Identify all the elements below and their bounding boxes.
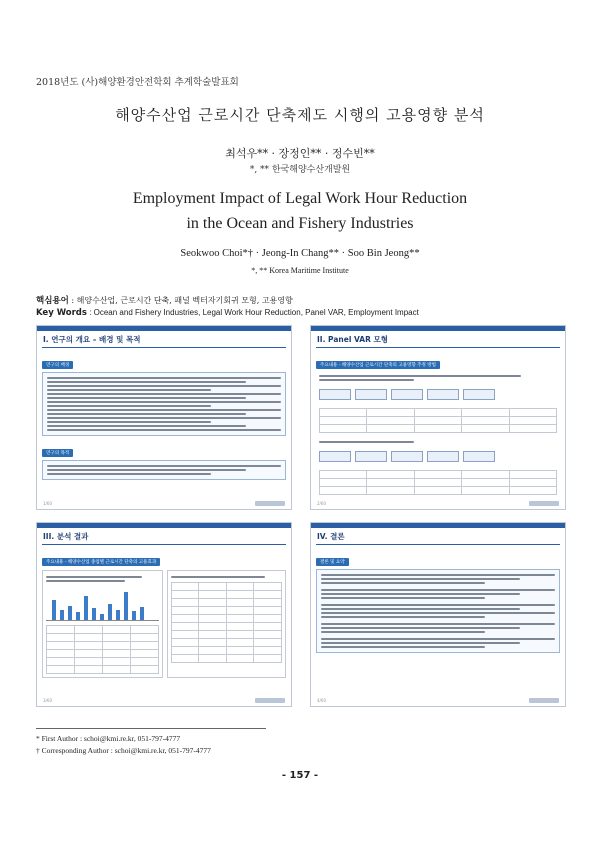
section-tag: 주요내용 - 해양수산업 종업별 근로시간 단축의 고용효과: [42, 558, 160, 566]
slide-page-number: 2/60: [317, 501, 326, 506]
authors-english: Seokwoo Choi*† · Jeong-In Chang** · Soo Bin Jeong**: [180, 248, 420, 259]
slide-text-box: [42, 372, 286, 436]
kmi-logo: [255, 501, 285, 506]
flow-diagram: [319, 447, 557, 466]
mini-table: [171, 582, 282, 663]
mini-table: [319, 408, 557, 433]
slide-thumbnail-1: [36, 325, 292, 510]
authors-korean: 최석우** · 장정인** · 정수빈**: [225, 147, 375, 160]
affiliation-korean: *, ** 한국해양수산개발원: [249, 165, 351, 175]
section-tag: 연구의 목적: [42, 449, 73, 457]
slide-thumbnail-3: [36, 522, 292, 707]
mini-table: [319, 470, 557, 495]
slide-page-number: 1/60: [43, 501, 52, 506]
title-english-line2: in the Ocean and Fishery Industries: [186, 215, 414, 232]
slide-text-box: [42, 460, 286, 480]
page-number: - 157 -: [281, 770, 319, 781]
footnote-corresponding-author: † Corresponding Author : schoi@kmi.re.kr, 051-797-4777: [36, 746, 211, 755]
title-english-line1: Employment Impact of Legal Work Hour Reduction: [132, 190, 468, 207]
slide-title: IV. 결론: [317, 532, 345, 541]
section-tag: 연구의 배경: [42, 361, 73, 369]
result-chart-box: [42, 570, 163, 678]
slide-page-number: 3/60: [43, 698, 52, 703]
kmi-logo: [529, 501, 559, 506]
slide-title: III. 분석 결과: [43, 532, 89, 541]
slide-title: II. Panel VAR 모형: [317, 335, 388, 344]
affiliation-english: *, ** Korea Maritime Institute: [251, 266, 349, 275]
keywords-english: [36, 308, 419, 318]
slide-page-number: 4/60: [317, 698, 326, 703]
keywords-korean-text: : 해양수산업, 근로시간 단축, 패널 벡터자기회귀 모형, 고용영향: [71, 296, 293, 305]
title-english: [0, 186, 600, 236]
mini-table: [46, 625, 159, 674]
kmi-logo: [255, 698, 285, 703]
slide-thumbnail-2: [310, 325, 566, 510]
title-korean: 해양수산업 근로시간 단축제도 시행의 고용영향 분석: [115, 106, 485, 124]
slide-text-box: [316, 569, 560, 653]
bar-chart-thumbnail: [46, 586, 159, 621]
slide-thumbnail-4: [310, 522, 566, 707]
keywords-korean: [36, 294, 293, 306]
footnote-divider: [36, 728, 266, 729]
keywords-korean-label: 핵심용어: [36, 296, 69, 306]
keywords-english-text: : Ocean and Fishery Industries, Legal Work Hour Reduction, Panel VAR, Employment Impact: [89, 308, 419, 317]
conference-header: 2018년도 (사)해양환경안전학회 추계학술발표회: [36, 77, 239, 88]
section-tag: 결론 및 요약: [316, 558, 349, 566]
flow-diagram: [319, 385, 557, 404]
kmi-logo: [529, 698, 559, 703]
footnote-first-author: * First Author : schoi@kmi.re.kr, 051-797-4777: [36, 734, 181, 743]
slide-title: I. 연구의 개요 – 배경 및 목적: [43, 335, 141, 344]
keywords-english-label: Key Words: [36, 308, 87, 318]
result-table-box: [167, 570, 286, 678]
section-tag: 주요내용 - 해양수산업 근로시간 단축의 고용영향 추정 방법: [316, 361, 440, 369]
